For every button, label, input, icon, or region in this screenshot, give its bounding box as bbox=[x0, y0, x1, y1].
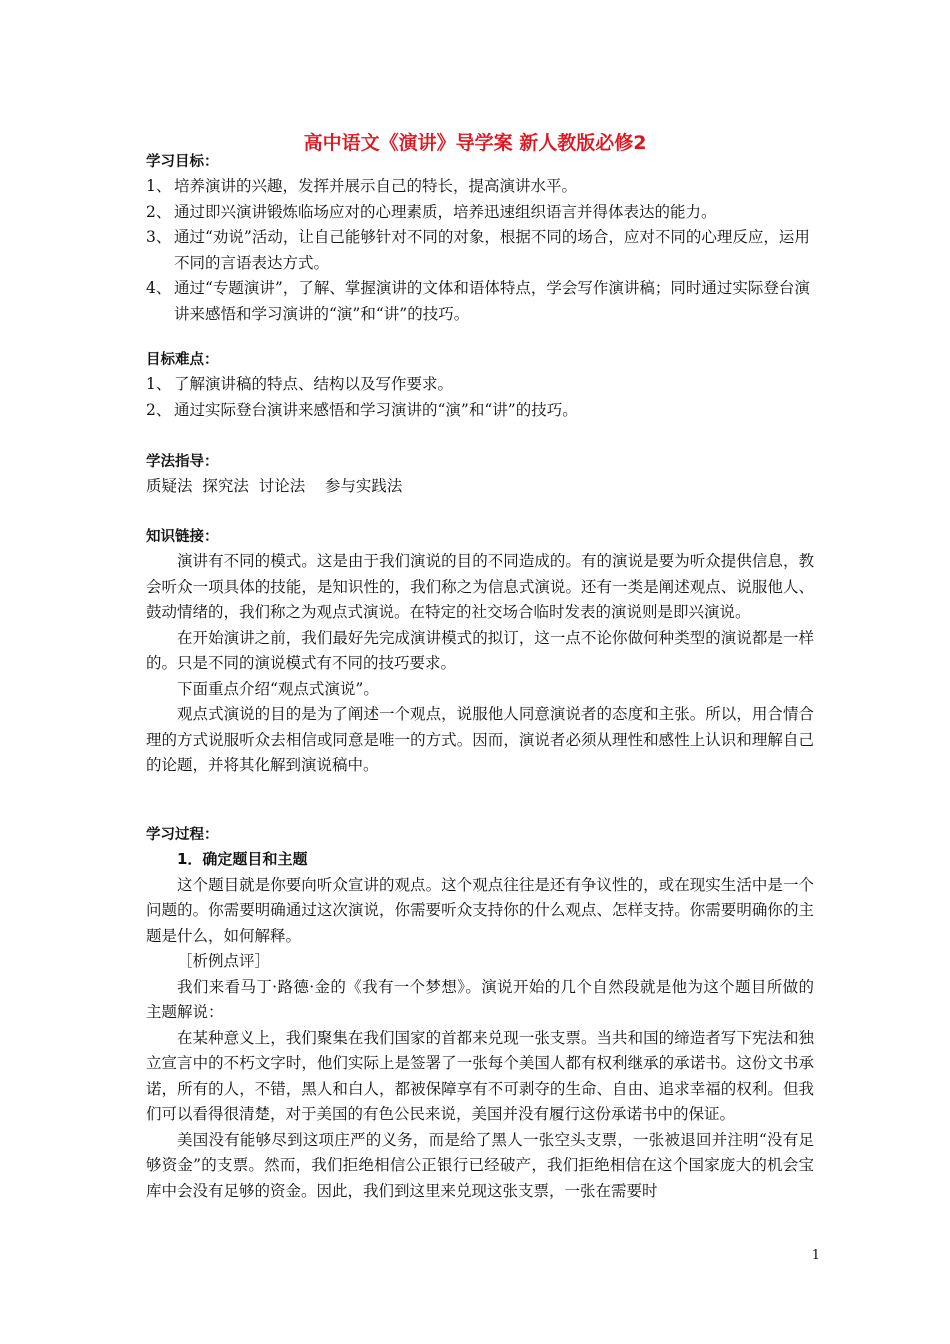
document-title: 高中语文《演讲》导学案 新人教版必修2 bbox=[303, 132, 647, 154]
process-section bbox=[146, 823, 814, 1204]
knowledge-paragraph: 演讲有不同的模式。这是由于我们演说的目的不同造成的。有的演说是要为听众提供信息，教会听众一项具体的技能，是知识性的，我们称之为信息式演说。还有一类是阐述观点、说服他人、鼓动情绪的，我们称之为观点式演说。在特定的社交场合临时发表的演说则是即兴演说。 bbox=[146, 552, 814, 621]
learning-goals-section bbox=[146, 150, 814, 327]
example-label: ［析例点评］ bbox=[177, 952, 271, 970]
difficulty-text: 通过实际登台演讲来感悟和学习演讲的“演”和“讲”的技巧。 bbox=[174, 400, 578, 419]
goal-number: 1、 bbox=[146, 177, 172, 195]
learning-goals-heading: 学习目标： bbox=[146, 154, 219, 170]
process-paragraph: 我们来看马丁·路德·金的《我有一个梦想》。演说开始的几个自然段就是他为这个题目所做的主题解说： bbox=[146, 977, 814, 1021]
process-subheading: 1．确定题目和主题 bbox=[177, 850, 308, 868]
goal-text: 通过“专题演讲”，了解、掌握演讲的文体和语体特点，学会写作演讲稿；同时通过实际登台演讲来感悟和学习演讲的“演”和“讲”的技巧。 bbox=[174, 279, 810, 323]
goal-number: 3、 bbox=[146, 228, 172, 246]
knowledge-paragraph: 在开始演讲之前，我们最好先完成演讲模式的拟订，这一点不论你做何种类型的演说都是一样的。只是不同的演说模式有不同的技巧要求。 bbox=[146, 628, 814, 672]
goal-item bbox=[146, 276, 814, 327]
speech-quote-paragraph: 在某种意义上，我们聚集在我们国家的首都来兑现一张支票。当共和国的缔造者写下宪法和独立宣言中的不朽文字时，他们实际上是签署了一张每个美国人都有权利继承的承诺书。这份文书承诺，所有的人，不错，黑人和白人，都被保障享有不可剥夺的生命、自由、追求幸福的权利。但我们可以看得很清楚，对于美国的有色公民来说，美国并没有履行这份承诺书中的保证。 bbox=[146, 1028, 814, 1123]
difficulty-text: 了解演讲稿的特点、结构以及写作要求。 bbox=[174, 375, 454, 393]
process-paragraph: 这个题目就是你要向听众宣讲的观点。这个观点往往是还有争议性的，或在现实生活中是一个问题的。你需要明确通过这次演说，你需要听众支持你的什么观点、怎样支持。你需要明确你的主题是什么，如何解释。 bbox=[146, 875, 814, 945]
difficulties-section bbox=[146, 348, 814, 423]
knowledge-paragraph: 观点式演说的目的是为了阐述一个观点，说服他人同意演说者的态度和主张。所以，用合情合理的方式说服听众去相信或同意是唯一的方式。因而，演说者必须从理性和感性上认识和理解自己的论题，并将其化解到演说稿中。 bbox=[146, 705, 814, 774]
difficulty-item bbox=[146, 398, 814, 424]
knowledge-heading: 知识链接： bbox=[146, 529, 219, 545]
goal-number: 4、 bbox=[146, 279, 172, 297]
goal-number: 2、 bbox=[146, 202, 172, 221]
goal-item bbox=[146, 225, 814, 276]
difficulty-number: 1、 bbox=[146, 375, 172, 393]
difficulties-heading: 目标难点： bbox=[146, 352, 219, 368]
difficulty-item bbox=[146, 372, 814, 398]
methods-text: 质疑法 探究法 讨论法 参与实践法 bbox=[146, 477, 403, 495]
goal-item bbox=[146, 200, 814, 226]
page-number: 1 bbox=[811, 1248, 820, 1263]
methods-heading: 学法指导： bbox=[146, 454, 219, 470]
goal-item bbox=[146, 174, 814, 200]
knowledge-section bbox=[146, 525, 814, 779]
goal-text: 通过即兴演讲锻炼临场应对的心理素质，培养迅速组织语言并得体表达的能力。 bbox=[174, 202, 717, 221]
goal-text: 通过“劝说”活动，让自己能够针对不同的对象，根据不同的场合，应对不同的心理反应，运用不同的言语表达方式。 bbox=[174, 228, 810, 272]
process-heading: 学习过程： bbox=[146, 827, 219, 843]
difficulty-number: 2、 bbox=[146, 400, 172, 419]
goal-text: 培养演讲的兴趣，发挥并展示自己的特长，提高演讲水平。 bbox=[174, 177, 578, 195]
methods-section bbox=[146, 450, 814, 500]
knowledge-paragraph: 下面重点介绍“观点式演说”。 bbox=[177, 679, 379, 698]
speech-quote-paragraph: 美国没有能够尽到这项庄严的义务，而是给了黑人一张空头支票，一张被退回并注明“没有足够资金”的支票。然而，我们拒绝相信公正银行已经破产，我们拒绝相信在这个国家庞大的机会宝库中会没有足够的资金。因此，我们到这里来兑现这张支票，一张在需要时 bbox=[146, 1130, 814, 1200]
